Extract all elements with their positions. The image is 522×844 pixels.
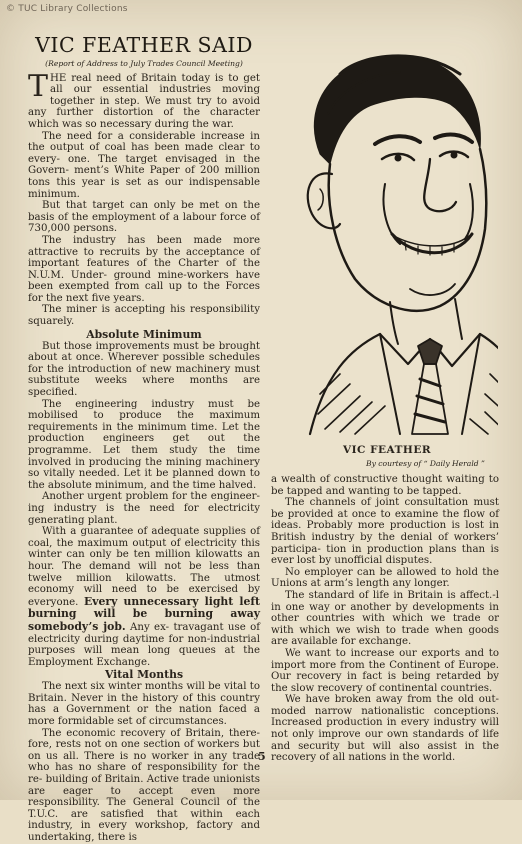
paragraph-9-start: With a guarantee of adequate supplies of coal, the maximum output of electricity this winter can only be ten million kilowatts an hour. The demand will not be less than twelve million kilowatts. The utmost economy will need to be exercised by everyone. [28, 526, 260, 608]
paragraph-2: The need for a considerable increase in the output of coal has been made clear to every- one. The target envisaged in the Govern- ment’s White Paper of 200 million tons this year is set as our indispensable minimum. [28, 130, 260, 200]
subheading-vital-months: Vital Months [104, 668, 184, 682]
paragraph-8: Another urgent problem for the engineer- ing industry is the need for electricity generating plant. [28, 491, 260, 526]
paragraph-7: The engineering industry must be mobilised to produce the maximum requirements in the minimum time. Let the production engineers get out the programme. Let them study the time involved in producing the mining machinery so vitally needed. Let it be planned down to the absolute minimum, and the time halved. [28, 398, 260, 491]
paragraph-1-text: HE real need of Britain today is to get all our essential industries moving together in step. We must try to avoid any further distortion of the character which was so necessary during the war. [28, 72, 260, 130]
paragraph-9-emphasis: Every unnecessary light left burning will be burning away somebody’s job. [28, 594, 260, 633]
paragraph-4: The industry has been made more attractive to recruits by the acceptance of important features of the Charter of the N.U.M. Under- ground mine-workers have been exempted from call up to the Forces for the next five years. [28, 234, 260, 304]
paragraph-16: We have broken away from the old out- moded narrow nationalistic conceptions. Increased production in every industry will not only improve our own standards of life and security but will also assist in the recovery of all nations in the world. [271, 694, 499, 764]
paragraph-11: The economic recovery of Britain, there- fore, rests not on one section of workers but on us all. There is no worker in any trade who has no share of responsibility for the re- building of Britain. Active trade unionists are eager to accept even more responsibility. The General Council of the T.U.C. are satisfied that within each industry, in every workshop, factory and undertaking, there is [28, 727, 260, 843]
paragraph-10: The next six winter months will be vital to Britain. Never in the history of this country has a Government or the nation faced a more formidable set of circumstances. [28, 681, 260, 728]
paragraph-6: But those improvements must be brought about at once. Wherever possible schedules for the introduction of new machinery must substitute weeks where months are specified. [28, 340, 260, 399]
subheading-absolute-minimum: Absolute Minimum [86, 327, 202, 341]
paragraph-1 [28, 68, 260, 131]
copyright-watermark: © TUC Library Collections [6, 4, 128, 14]
paragraph-14: The standard of life in Britain is affect.-l in one way or another by developments in other countries with which we trade or with which we wish to trade when goods are available for exchange. [271, 589, 499, 648]
paragraph-15: We want to increase our exports and to import more from the Continent of Europe. Our recovery in fact is being retarded by the slow recovery of continental countries. [271, 647, 499, 694]
article-column-right [271, 474, 499, 764]
paragraph-11-continued: a wealth of constructive thought waiting to be tapped and wanting to be tapped. [271, 474, 499, 497]
article-subtitle: (Report of Address to July Trades Council Meeting) [45, 59, 243, 68]
page-number: 5 [258, 750, 266, 763]
paragraph-3: But that target can only be met on the basis of the employment of a labour force of 730,000 persons. [28, 200, 260, 235]
paragraph-9 [28, 526, 260, 668]
article-column-left [28, 34, 260, 844]
article-title: VIC FEATHER SAID [35, 33, 253, 57]
caricature-portrait [280, 34, 498, 438]
paragraph-13: No employer can be allowed to hold the Unions at arm’s length any longer. [271, 566, 499, 590]
portrait-caption: VIC FEATHER [343, 444, 432, 456]
paragraph-9-end: Any ex- travagant use of electricity during daytime for non-industrial purposes will mean long queues at the Employment Exchange. [28, 621, 260, 668]
paragraph-5: The miner is accepting his responsibility squarely. [28, 304, 260, 328]
paragraph-12: The channels of joint consultation must be provided at once to examine the flow of ideas. Probably more production is lost in British industry by the denial of workers’ participa- tion in production plans than is ever lost by unofficial disputes. [271, 497, 499, 567]
portrait-credit: By courtesy of “ Daily Herald ” [366, 459, 485, 468]
drop-cap: T [28, 68, 49, 104]
